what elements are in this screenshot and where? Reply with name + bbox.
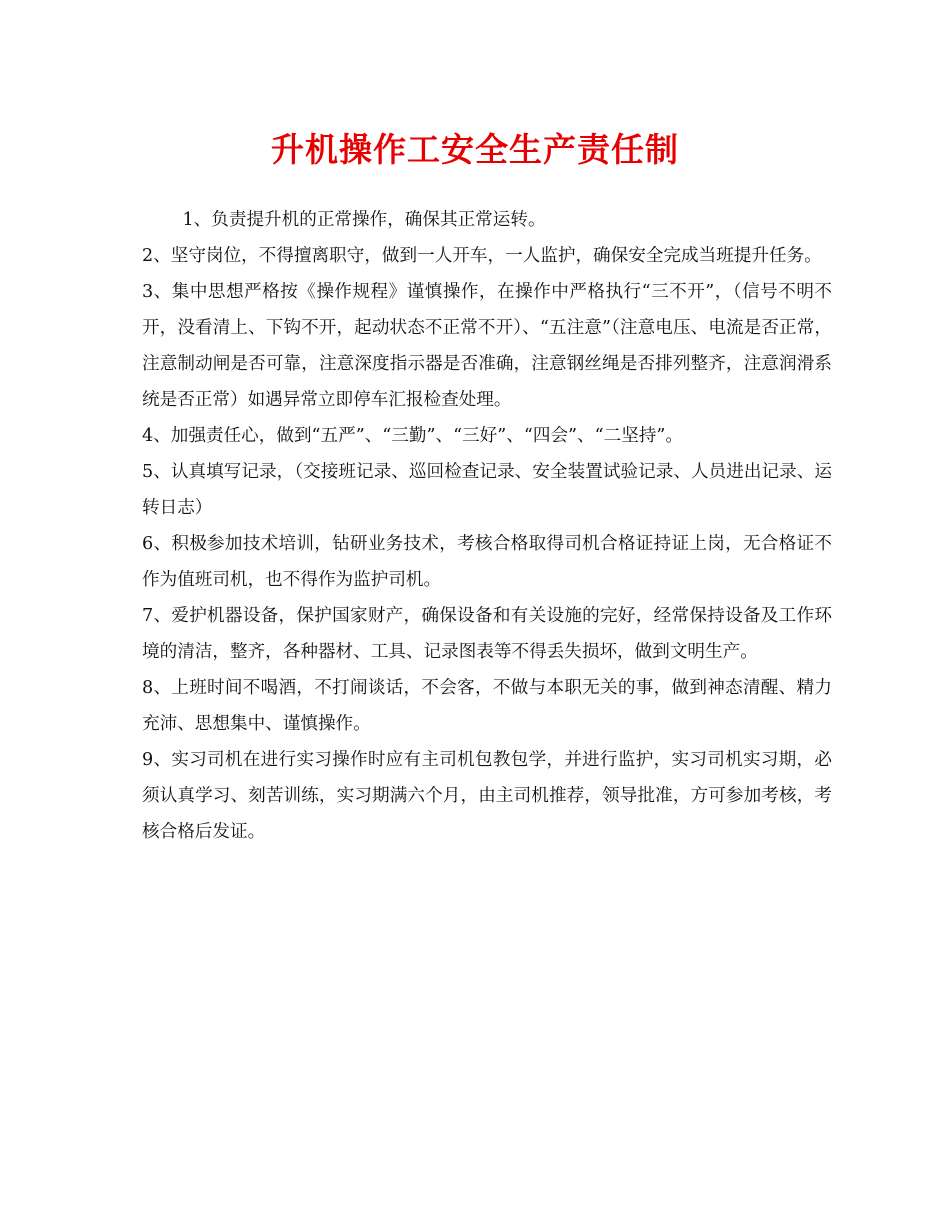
document-title: 升机操作工安全生产责任制 bbox=[271, 130, 679, 169]
responsibility-item-9: 9、实习司机在进行实习操作时应有主司机包教包学，并进行监护，实习司机实习期，必须认真学习、刻苦训练，实习期满六个月，由主司机推荐，领导批准，方可参加考核，考核合格后发证。 bbox=[142, 750, 832, 842]
responsibility-item-4: 4、加强责任心，做到“五严”、“三勤”、“三好”、“四会”、“二坚持”。 bbox=[142, 426, 683, 446]
responsibility-item-2: 2、坚守岗位，不得擅离职守，做到一人开车，一人监护，确保安全完成当班提升任务。 bbox=[142, 246, 822, 266]
document-body bbox=[142, 202, 832, 850]
responsibility-item-5: 5、认真填写记录，（交接班记录、巡回检查记录、安全装置试验记录、人员进出记录、运转日志） bbox=[142, 462, 832, 518]
responsibility-item-7: 7、爱护机器设备，保护国家财产，确保设备和有关设施的完好，经常保持设备及工作环境的清洁，整齐，各种器材、工具、记录图表等不得丢失损坏，做到文明生产。 bbox=[142, 606, 832, 662]
responsibility-item-8: 8、上班时间不喝酒，不打闹谈话，不会客，不做与本职无关的事，做到神态清醒、精力充沛、思想集中、谨慎操作。 bbox=[142, 678, 832, 734]
responsibility-item-3: 3、集中思想严格按《操作规程》谨慎操作，在操作中严格执行“三不开”，（信号不明不开，没看清上、下钩不开，起动状态不正常不开）、“五注意”（注意电压、电流是否正常，注意制动闸是否可靠，注意深度指示器是否准确，注意钢丝绳是否排列整齐，注意润滑系统是否正常）如遇异常立即停车汇报检查处理。 bbox=[142, 282, 832, 410]
responsibility-item-6: 6、积极参加技术培训，钻研业务技术，考核合格取得司机合格证持证上岗，无合格证不作为值班司机，也不得作为监护司机。 bbox=[142, 534, 832, 590]
responsibility-item-1: 1、负责提升机的正常操作，确保其正常运转。 bbox=[182, 210, 546, 230]
